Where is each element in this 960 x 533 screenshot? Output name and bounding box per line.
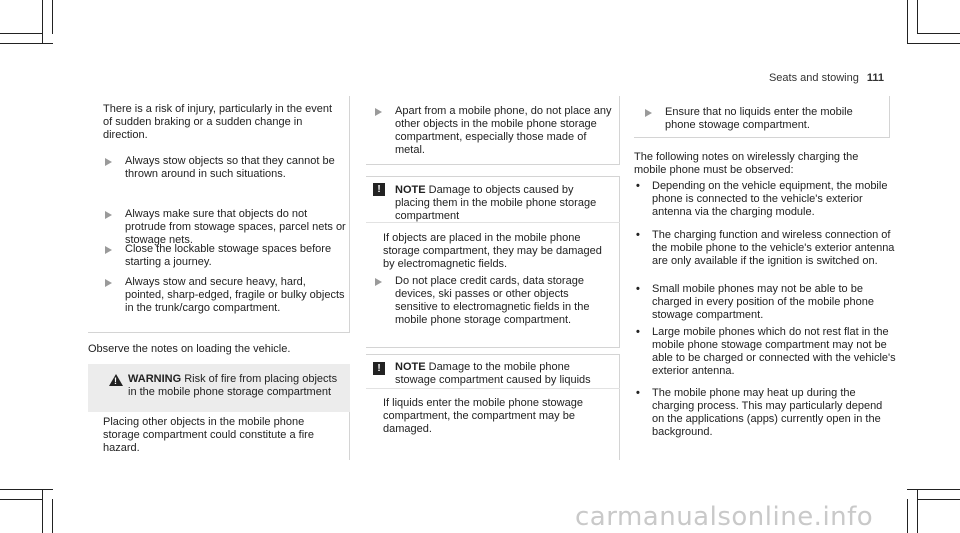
note-divider [619,354,620,460]
arrow-icon [105,158,112,166]
note-header [395,184,610,223]
list-item: • Depending on the vehicle equipment, the mobile phone is connected to the vehicle's exterior antenna via the charging module. [636,180,888,218]
list-item: • Large mobile phones which do not rest flat in the mobile phone stowage compartment may not be able to be charged or connected with the vehicle's exterior antenna. [636,326,896,377]
crop-mark [0,43,53,44]
charging-intro: The following notes on wirelessly charging the mobile phone must be observed: [634,151,859,176]
crop-mark [907,0,908,44]
crop-mark [0,489,53,490]
arrow-icon [105,279,112,287]
crop-mark [42,489,43,533]
list-item: Ensure that no liquids enter the mobile phone stowage compartment. [645,106,885,132]
warning-title: Risk of fire from placing objects in the mobile phone storage compartment [128,373,338,398]
note-icon: ! [373,362,385,375]
list-item: Always stow and secure heavy, hard, pointed, sharp-edged, fragile or bulky objects in the trunk/cargo compartment. [105,276,345,315]
list-item: • Small mobile phones may not be able to be charged in every position of the mobile phone stowage compartment. [636,283,874,321]
arrow-icon [645,109,652,117]
note-label: NOTE [395,361,426,373]
page-number: 111 [866,72,884,84]
note-label: NOTE [395,184,426,196]
observe-notes: Observe the notes on loading the vehicle. [88,343,291,355]
list-item: Always stow objects so that they cannot be thrown around in such situations. [105,155,345,181]
crop-mark [907,489,960,490]
list-item: Always make sure that objects do not protrude from stowage spaces, parcel nets or stowage nets. [105,208,347,247]
note-divider [366,388,620,389]
warning-icon [109,374,123,386]
arrow-icon [375,108,382,116]
note-body: If liquids enter the mobile phone stowage compartment, the compartment may be damaged. [383,397,583,435]
crop-mark [917,0,918,34]
note-title: Damage to the mobile phone stowage compartment caused by liquids [395,361,591,386]
crop-mark [0,33,43,34]
arrow-icon [375,278,382,286]
crop-mark [42,0,43,44]
crop-mark [917,499,960,500]
section-title: Seats and stowing [768,72,859,84]
crop-mark [917,489,918,533]
crop-mark [52,499,53,533]
arrow-icon [105,211,112,219]
list-item: • The mobile phone may heat up during the charging process. This may particularly depend on the applications (apps) currently open in the background. [636,387,883,438]
list-item: Close the lockable stowage spaces before starting a journey. [105,243,345,269]
note-body: If objects are placed in the mobile phone storage compartment, they may be damaged by electromagnetic fields. [383,232,602,270]
crop-mark [52,0,53,34]
list-item: • The charging function and wireless connection of the mobile phone to the vehicle's exterior antenna are only available if the ignition is switched on. [636,229,895,267]
crop-mark [917,33,960,34]
crop-mark [0,499,43,500]
list-item: Do not place credit cards, data storage devices, ski passes or other objects sensitive to electromagnetic fields in the mobile phone storage compartment. [375,275,605,327]
page-header [769,72,884,85]
warning-label: WARNING [128,373,182,385]
note-icon: ! [373,183,385,196]
crop-mark [907,499,908,533]
note-title: Damage to objects caused by placing them in the mobile phone storage compartment [395,184,597,222]
note-header [395,361,610,387]
arrow-icon [105,246,112,254]
note-divider [366,222,620,223]
warning-intro: There is a risk of injury, particularly in the event of sudden braking or a sudden change in direction. [103,103,333,141]
warning-body: Placing other objects in the mobile phone storage compartment could constitute a fire hazard. [103,416,314,454]
watermark: carmanualsonline.info [575,502,874,532]
warning-header [88,364,350,412]
list-item: Apart from a mobile phone, do not place any other objects in the mobile phone storage compartment, especially those made of metal. [375,105,617,157]
crop-mark [907,43,960,44]
